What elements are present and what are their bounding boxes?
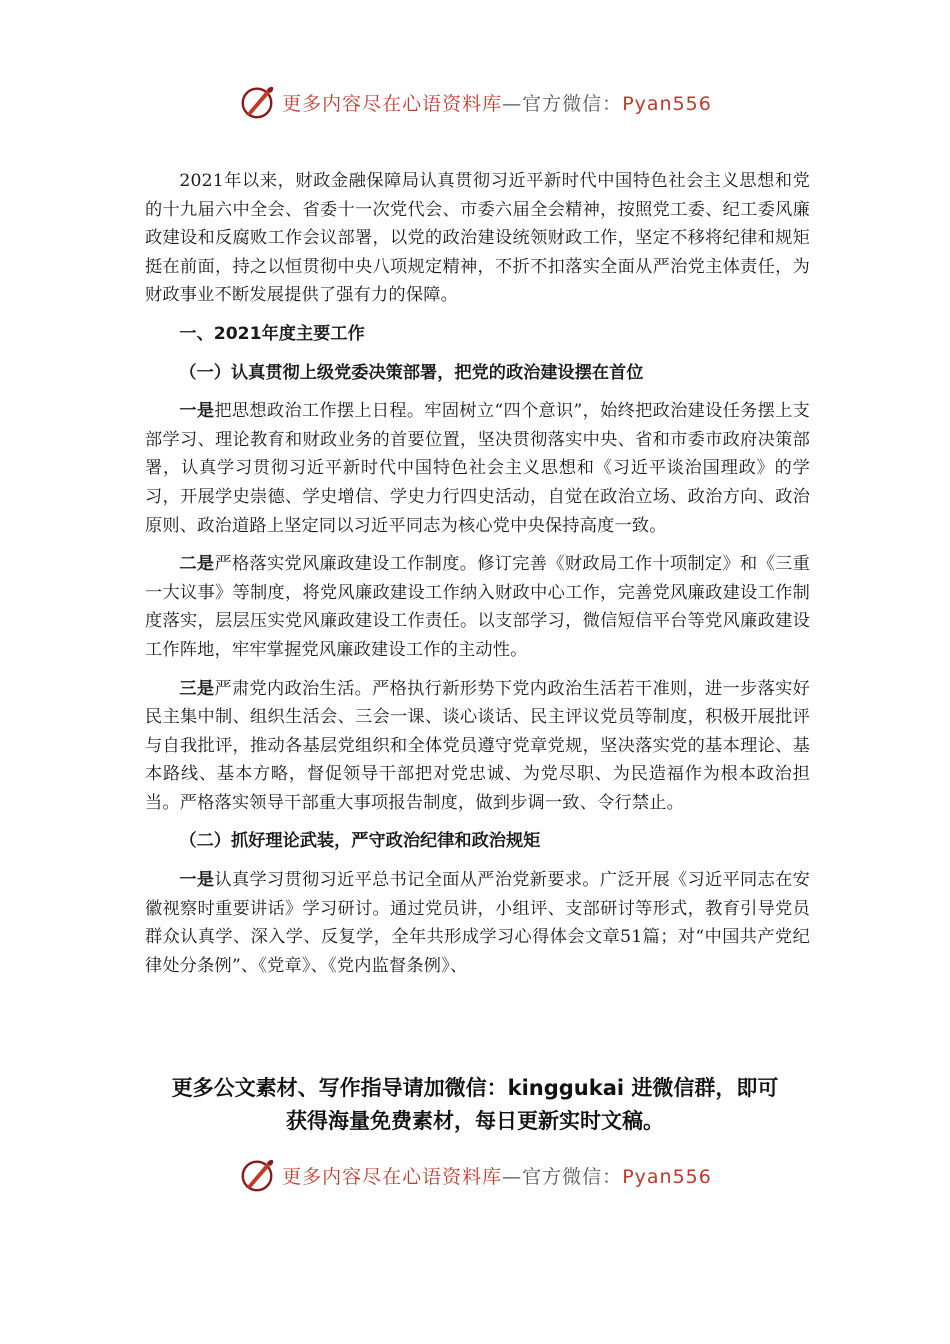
section-heading: 一、2021年度主要工作 <box>179 323 365 344</box>
promo-notice <box>120 1072 830 1138</box>
banner-label: 更多内容尽在心语资料库—官方微信：Pyan556 <box>282 92 712 115</box>
document-body <box>145 167 810 990</box>
subsection-heading: （二）抓好理论武装，严守政治纪律和政治规矩 <box>179 831 541 852</box>
promo-line: 获得海量免费素材，每日更新实时文稿。 <box>286 1109 664 1133</box>
header-banner <box>0 82 950 122</box>
paragraph: 三是严肃党内政治生活。严格执行新形势下党内政治生活若干准则，进一步落实好民主集中制、组织生活会、三会一课、谈心谈话、民主评议党员等制度，积极开展批评与自我批评，推动各基层党组织和全体党员遵守党章党规，坚决落实党的基本理论、基本路线、基本方略，督促领导干部把对党忠诚、为党尽职、为民造福作为根本政治担当。严格落实领导干部重大事项报告制度，做到步调一致、令行禁止。 <box>145 678 810 813</box>
quill-logo-icon <box>238 83 276 121</box>
intro-paragraph: 2021年以来，财政金融保障局认真贯彻习近平新时代中国特色社会主义思想和党的十九届六中全会、省委十一次党代会、市委六届全会精神，按照党工委、纪工委风廉政建设和反腐败工作会议部署，以党的政治建设统领财政工作，坚定不移将纪律和规矩挺在前面，持之以恒贯彻中央八项规定精神，不折不扣落实全面从严治党主体责任，为财政事业不断发展提供了强有力的保障。 <box>145 171 810 306</box>
banner-label: 更多内容尽在心语资料库—官方微信：Pyan556 <box>282 1165 712 1188</box>
quill-logo-icon <box>238 1156 276 1194</box>
footer-banner <box>0 1155 950 1195</box>
subsection-heading: （一）认真贯彻上级党委决策部署，把党的政治建设摆在首位 <box>179 362 644 383</box>
paragraph: 一是认真学习贯彻习近平总书记全面从严治党新要求。广泛开展《习近平同志在安徽视察时重要讲话》学习研讨。通过党员讲，小组评、支部研讨等形式，教育引导党员群众认真学、深入学、反复学，全年共形成学习心得体会文章51篇；对“中国共产党纪律处分条例”、《党章》、《党内监督条例》、 <box>145 870 810 976</box>
paragraph: 二是严格落实党风廉政建设工作制度。修订完善《财政局工作十项制定》和《三重一大议事》等制度，将党风廉政建设工作纳入财政中心工作，完善党风廉政建设工作制度落实，层层压实党风廉政建设工作责任。以支部学习，微信短信平台等党风廉政建设工作阵地，牢牢掌握党风廉政建设工作的主动性。 <box>145 554 810 660</box>
paragraph: 一是把思想政治工作摆上日程。牢固树立“四个意识”，始终把政治建设任务摆上支部学习、理论教育和财政业务的首要位置，坚决贯彻落实中央、省和市委市政府决策部署，认真学习贯彻习近平新时代中国特色社会主义思想和《习近平谈治国理政》的学习，开展学史崇德、学史增信、学史力行四史活动，自觉在政治立场、政治方向、政治原则、政治道路上坚定同以习近平同志为核心党中央保持高度一致。 <box>145 401 811 536</box>
promo-line: 更多公文素材、写作指导请加微信：kinggukai 进微信群，即可 <box>171 1076 779 1100</box>
